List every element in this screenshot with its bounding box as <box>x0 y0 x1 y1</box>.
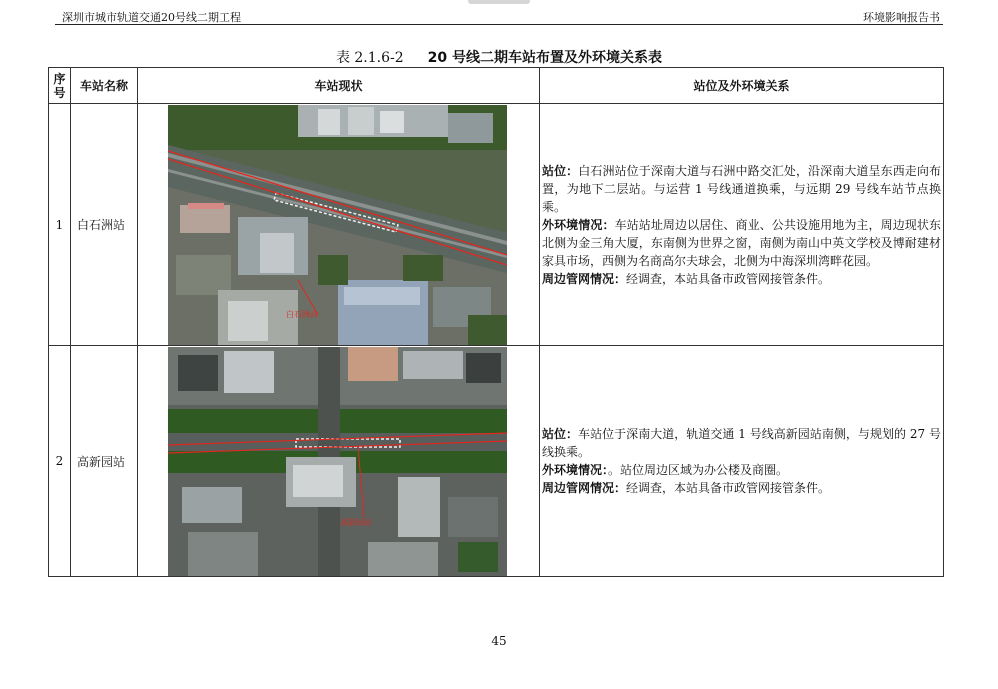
table-caption <box>0 47 998 67</box>
station-satellite-cell <box>138 104 540 346</box>
window-top-tab <box>468 0 530 4</box>
header-rule <box>55 24 943 25</box>
table-header-row <box>49 68 944 104</box>
location-label: 站位： <box>542 427 579 441</box>
environment-label: 外环境情况： <box>542 217 615 232</box>
map-station-label: 白石洲站 <box>286 310 318 319</box>
pipe-network-text: 经调查，本站具备市政管网接管条件。 <box>626 481 831 495</box>
row-index: 1 <box>49 104 71 346</box>
col-status-header: 车站现状 <box>138 68 540 104</box>
col-index-header: 序号 <box>49 68 71 104</box>
pipe-network-text: 经调查，本站具备市政管网接管条件。 <box>626 271 831 286</box>
environment-text: 。站位周边区域为办公楼及商圈。 <box>608 463 789 477</box>
satellite-image-baishizhou <box>168 105 507 345</box>
running-header-title: 深圳市城市轨道交通20号线二期工程 <box>62 11 241 24</box>
location-text: 车站位于深南大道，轨道交通 1 号线高新园站南侧，与规划的 27 号线换乘。 <box>542 427 941 459</box>
row-index: 2 <box>49 346 71 577</box>
table-row <box>49 346 944 577</box>
location-label: 站位： <box>542 163 579 178</box>
location-text: 白石洲站位于深南大道与石洲中路交汇处，沿深南大道呈东西走向布置，为地下二层站。与运营 1 号线通道换乘，与远期 29 号线车站节点换乘。 <box>542 163 941 214</box>
station-relation-text <box>540 104 944 346</box>
environment-label: 外环境情况： <box>542 463 609 477</box>
environment-text: 车站站址周边以居住、商业、公共设施用地为主，周边现状东北侧为金三角大厦，东南侧为世界之窗，南侧为南山中英文学校及博耐建材家具市场，西侧为名商高尔夫球会，北侧为中海深圳湾畔花园。 <box>542 217 941 268</box>
page-number: 45 <box>491 634 507 648</box>
col-name-header: 车站名称 <box>71 68 138 104</box>
satellite-image-gaoxinyuan <box>168 347 507 576</box>
pipe-network-label: 周边管网情况： <box>542 481 627 495</box>
station-satellite-cell <box>138 346 540 577</box>
station-relation-text <box>540 346 944 577</box>
col-relation-header: 站位及外环境关系 <box>540 68 944 104</box>
table-number: 表 2.1.6-2 <box>335 50 404 66</box>
running-header-doctype: 环境影响报告书 <box>863 11 940 24</box>
map-station-label: 高新园站 <box>340 518 372 527</box>
table-row <box>49 104 944 346</box>
station-table <box>48 67 944 577</box>
station-name: 高新园站 <box>71 346 138 577</box>
station-name: 白石洲站 <box>71 104 138 346</box>
pipe-network-label: 周边管网情况： <box>542 271 627 286</box>
table-title: 20 号线二期车站布置及外环境关系表 <box>427 50 663 66</box>
